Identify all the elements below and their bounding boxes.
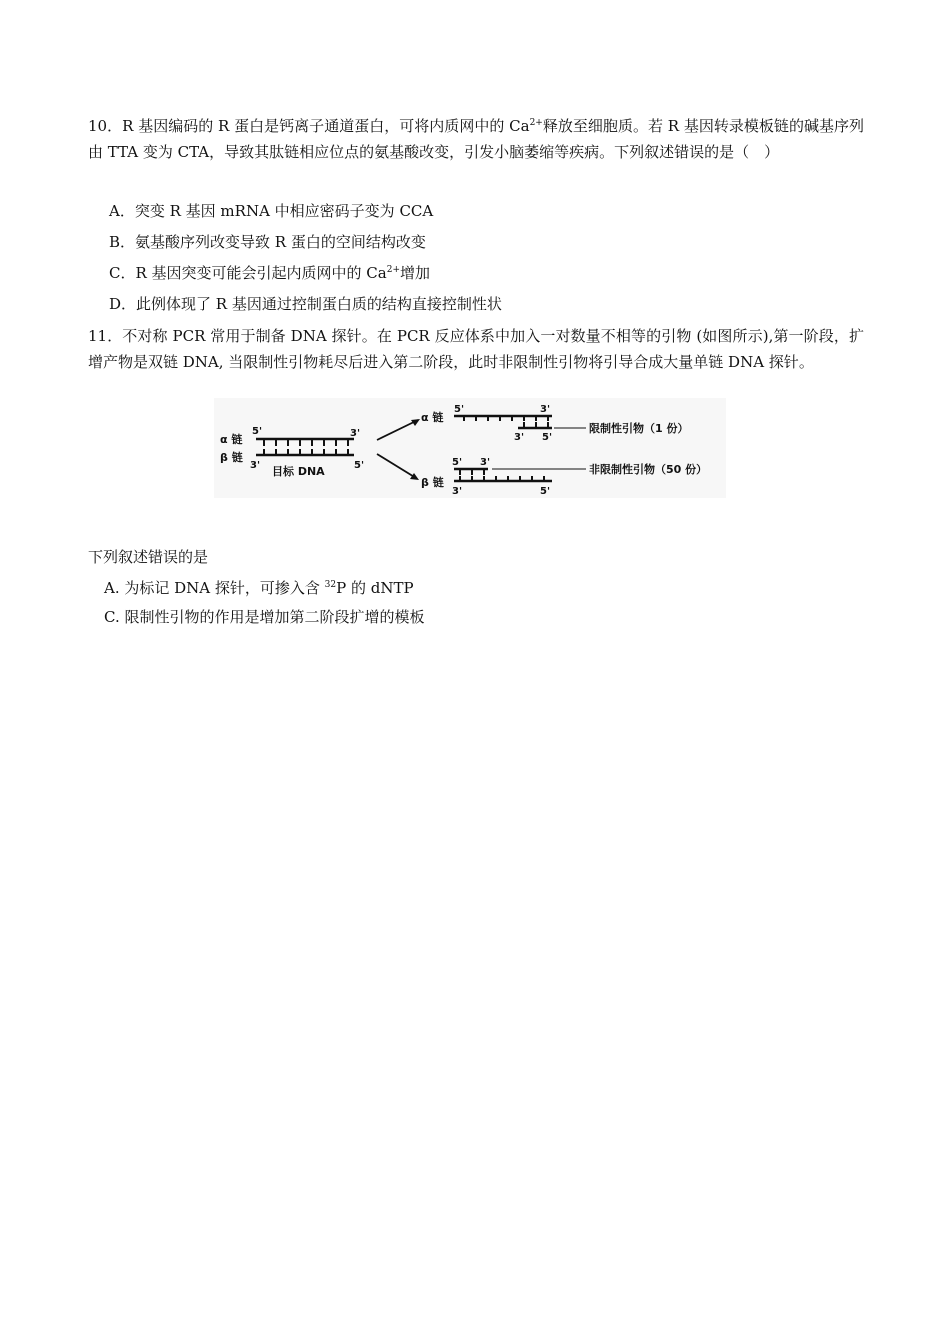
alpha-3prime-label: 3' [350,428,361,439]
limiting-primer-5prime: 5' [542,432,553,443]
question-10-option-c[interactable]: C．R 基因突变可能会引起内质网中的 $Ca^{2+}$增加 [109,264,431,282]
asymmetric-pcr-diagram [214,398,726,498]
lower-5prime-label: 5' [452,457,463,468]
question-11-stem: 11．不对称 PCR 常用于制备 DNA 探针。在 PCR 反应体系中加入一对数量不相等的引物 (如图所示),第一阶段，扩增产物是双链 DNA, 当限制性引物耗尽后进入第二阶段，此时非限制性引物将引导合成大量单链 DNA 探针。 [88,327,864,371]
question-10 [88,113,864,165]
pcr-diagram-svg [214,398,726,498]
alpha-5prime-label: 5' [252,426,263,437]
question-11-option-c[interactable]: C. 限制性引物的作用是增加第二阶段扩增的模板 [104,608,425,626]
question-10-option-a[interactable]: A．突变 R 基因 mRNA 中相应密码子变为 CCA [109,202,434,220]
upper-5prime-label: 5' [454,404,465,415]
upper-3prime-label: 3' [540,404,551,415]
beta-chain-label-right: β 链 [421,476,444,489]
question-11-option-a[interactable]: A. 为标记 DNA 探针，可掺入含 $^{32}$P 的 dNTP [104,579,414,597]
question-11 [88,323,864,375]
alpha-chain-label: α 链 [220,433,243,446]
question-10-stem: 10．R 基因编码的 R 蛋白是钙离子通道蛋白，可将内质网中的 $Ca^{2+}$释放至细胞质。若 R 基因转录模板链的碱基序列由 TTA 变为 CTA，导致其肽链相应位点的氨基酸改变，引发小脑萎缩等疾病。下列叙述错误的是（ ） [88,117,864,161]
limiting-primer-label: 限制性引物（1 份） [589,422,689,435]
limiting-primer-3prime: 3' [514,432,525,443]
lower-beta-5prime: 5' [540,486,551,497]
beta-3prime-label: 3' [250,460,261,471]
target-dna-label: 目标 DNA [272,465,325,478]
question-10-option-d[interactable]: D．此例体现了 R 基因通过控制蛋白质的结构直接控制性状 [109,295,502,313]
question-10-option-b[interactable]: B．氨基酸序列改变导致 R 蛋白的空间结构改变 [109,233,426,251]
nonlimiting-primer-label: 非限制性引物（50 份） [589,463,708,476]
beta-5prime-label: 5' [354,460,365,471]
alpha-chain-label-right: α 链 [421,411,444,424]
lower-beta-3prime: 3' [452,486,463,497]
beta-chain-label: β 链 [220,451,243,464]
lower-3prime-label: 3' [480,457,491,468]
question-11-prompt: 下列叙述错误的是 [88,548,209,566]
